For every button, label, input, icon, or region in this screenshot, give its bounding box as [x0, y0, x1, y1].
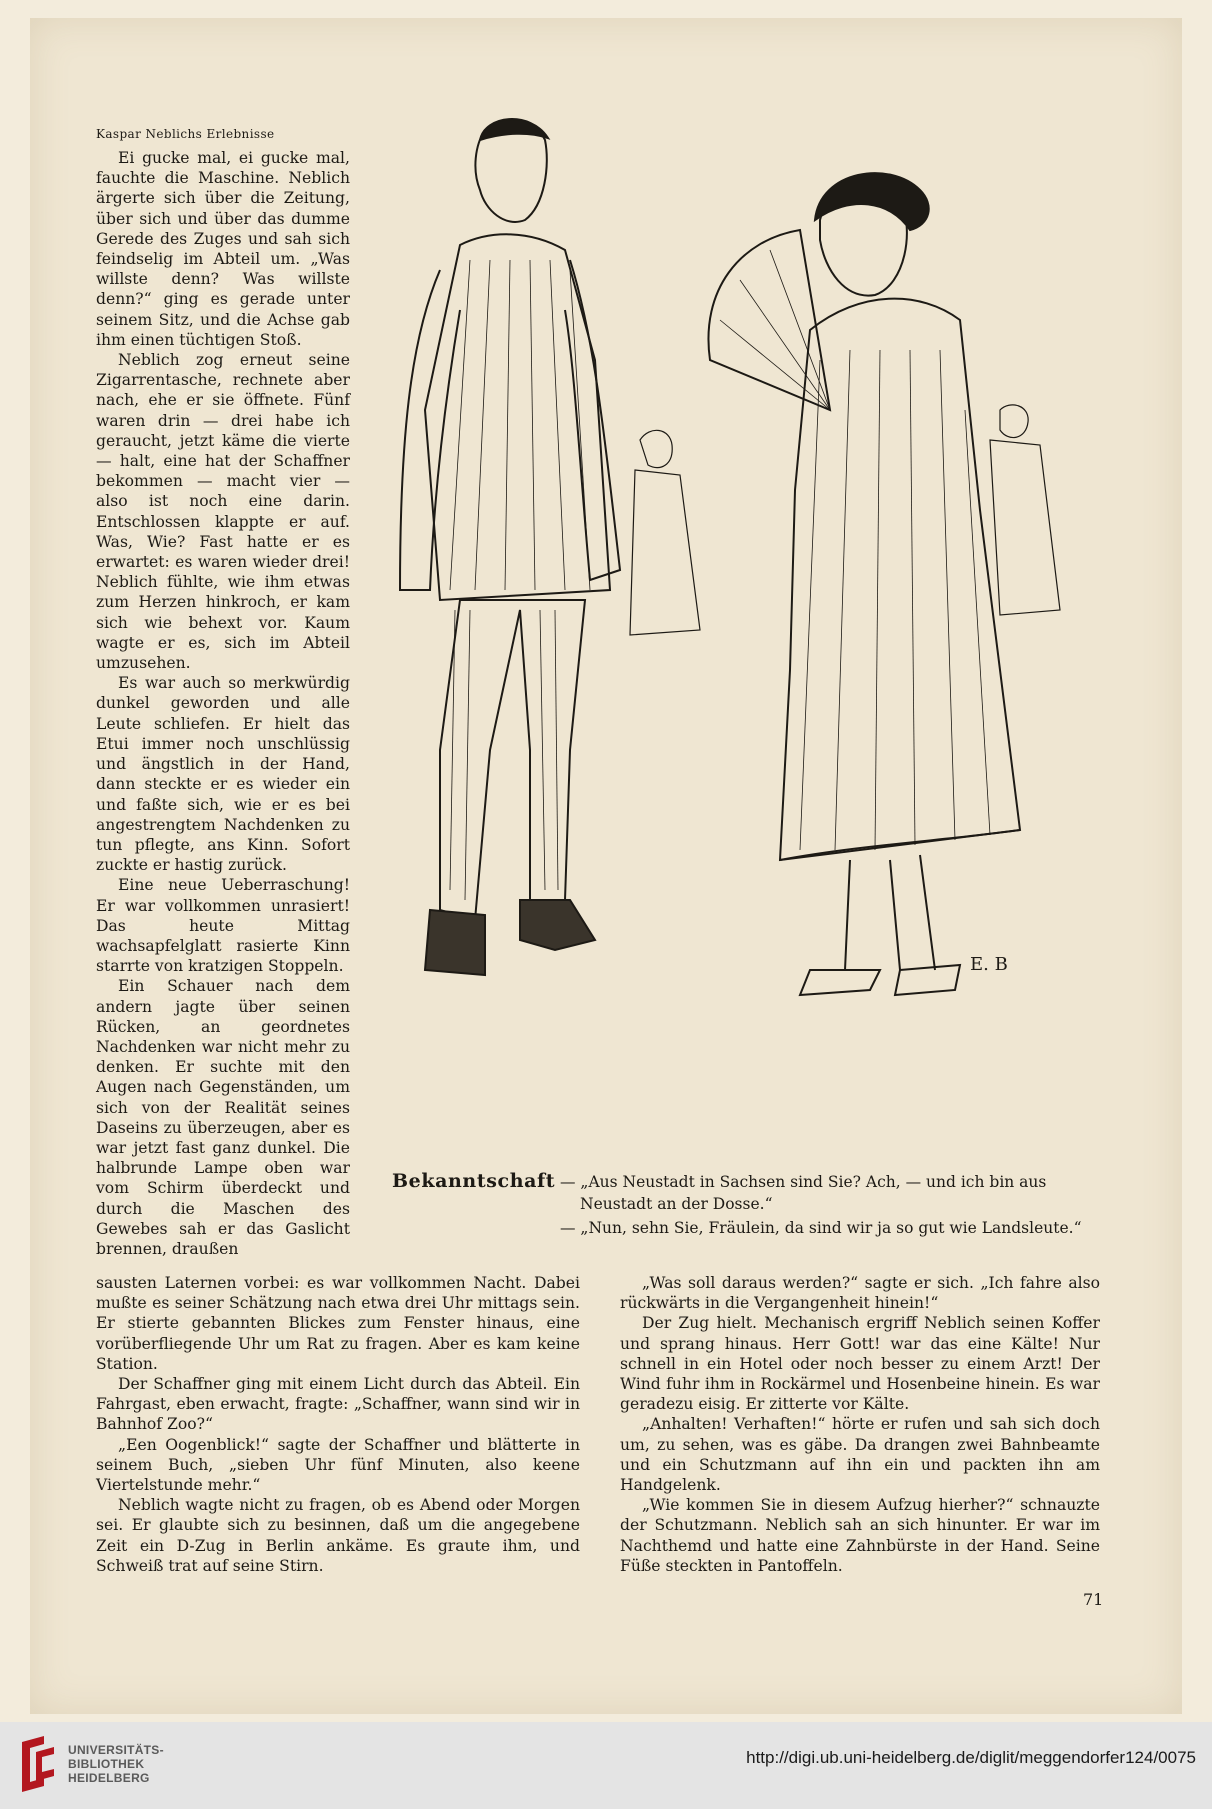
library-name-line-2: BIBLIOTHEK [68, 1757, 145, 1771]
paragraph: Der Schaffner ging mit einem Licht durch das Abteil. Ein Fahrgast, eben erwacht, fragte: „Schaffner, wann sind wir in Bahnhof Zoo?“ [96, 1375, 580, 1434]
library-name-line-1: UNIVERSITÄTS- [68, 1743, 164, 1757]
woman-shoes [800, 965, 960, 995]
paragraph: Neblich wagte nicht zu fragen, ob es Abend oder Morgen sei. Er glaubte sich zu besinnen, daß um die angegebene Zeit ein D-Zug in Berlin ankäme. Es graute ihm, und Schweiß trat auf seine Stirn. [96, 1496, 580, 1575]
illustration [380, 110, 1100, 1170]
page-number: 71 [1083, 1590, 1104, 1609]
paragraph: „Was soll daraus werden?“ sagte er sich. „Ich fahre also rückwärts in die Vergangenheit hinein!“ [620, 1274, 1100, 1313]
paragraph: Eine neue Ueberraschung! Er war vollkommen unrasiert! Das heute Mittag wachsapfelglatt rasierte Kinn starrte von kratzigen Stoppeln. [96, 876, 350, 976]
bottom-right-column-text [620, 1273, 1100, 1576]
paragraph: Der Zug hielt. Mechanisch ergriff Neblich seinen Koffer und sprang hinaus. Herr Gott! war das eine Kälte! Nur schnell in ein Hotel oder noch besser zu einem Arzt! Der Wind fuhr ihm in Rockärmel und Hosenbeine hinein. Es war geradezu eisig. Er zitterte vor Kälte. [620, 1314, 1100, 1414]
caption-line-2: Neustadt an der Dosse.“ [580, 1195, 773, 1213]
library-name-line-3: HEIDELBERG [68, 1771, 150, 1785]
woman-hair [815, 173, 929, 230]
background-figure-1 [630, 430, 700, 635]
man-right-shoe [520, 900, 595, 950]
left-column-text [96, 148, 350, 1259]
background-figure-2 [990, 405, 1060, 615]
paragraph: Ein Schauer nach dem andern jagte über seinen Rücken, an geordnetes Nachdenken war nicht mehr zu denken. Er suchte mit den Augen nach Gegenständen, um sich von der Realität seines Daseins zu überzeugen, aber es war jetzt fast ganz dunkel. Die halbrunde Lampe oben war vom Schirm überdeckt und durch die Maschen des Gewebes sah er das Gaslicht brennen, draußen [96, 977, 350, 1258]
man-left-arm [400, 270, 460, 590]
illustration-drawing [380, 110, 1100, 1170]
man-legs [440, 600, 585, 920]
paragraph: „Een Oogenblick!“ sagte der Schaffner und blätterte in seinem Buch, „sieben Uhr fünf Minuten, also keene Viertelstunde mehr.“ [96, 1435, 580, 1495]
bottom-left-column-text [96, 1273, 580, 1576]
man-left-shoe [425, 910, 485, 975]
library-name [68, 1743, 164, 1785]
library-logo-icon [14, 1732, 60, 1798]
paragraph: Neblich zog erneut seine Zigarrentasche, rechnete aber nach, ehe er sie öffnete. Fünf waren drin — drei habe ich geraucht, jetzt käme die vierte — halt, eine hat der Schaffner bekommen — macht vier — also ist noch eine darin. Entschlossen klappte er auf. Was, Wie? Fast hatte er es erwartet: es waren wieder drei! Neblich fühlte, wie ihm etwas zum Herzen hinkroch, er kam sich wie behext vor. Kaum wagte er es, sich im Abteil umzusehen. [96, 351, 350, 673]
caption-line-3: — „Nun, sehn Sie, Fräulein, da sind wir ja so gut wie Landsleute.“ [560, 1219, 1082, 1237]
woman-dress [780, 299, 1020, 860]
caption-line-1: — „Aus Neustadt in Sachsen sind Sie? Ach, — und ich bin aus [560, 1173, 1047, 1191]
paragraph: Ei gucke mal, ei gucke mal, fauchte die Maschine. Neblich ärgerte sich über die Zeitung, über sich und über das dumme Gerede des Zuges und sah sich feindselig im Abteil um. „Was willste denn? Was willste denn?“ ging es gerade unter seinem Sitz, und die Achse gab ihm einen tüchtigen Stoß. [96, 149, 350, 349]
artist-signature: E. B [970, 954, 1008, 975]
source-url-link[interactable]: http://digi.ub.uni-heidelberg.de/diglit/meggendorfer124/0075 [746, 1748, 1196, 1767]
running-head: Kaspar Neblichs Erlebnisse [96, 127, 275, 141]
paragraph: „Anhalten! Verhaften!“ hörte er rufen und sah sich doch um, zu sehen, was es gäbe. Da drangen zwei Bahnbeamte und ein Schutzmann auf ihn ein und packten ihn am Handgelenk. [620, 1415, 1100, 1495]
footer-bar [0, 1722, 1212, 1809]
paragraph: sausten Laternen vorbei: es war vollkommen Nacht. Dabei mußte es seiner Schätzung nach etwa drei Uhr mittags sein. Er stierte gebannten Blickes zum Fenster hinaus, eine vorüberfliegende Uhr um Rat zu fragen. Aber es kam keine Station. [96, 1274, 580, 1373]
woman-legs [845, 855, 935, 970]
paragraph: „Wie kommen Sie in diesem Aufzug hierher?“ schnauzte der Schutzmann. Neblich sah an sich hinunter. Er war im Nachthemd und hatte eine Zahnbürste in der Hand. Seine Füße steckten in Pantoffeln. [620, 1496, 1100, 1575]
man-hair [480, 119, 548, 140]
man-right-arm [565, 260, 620, 580]
caption-title: Bekanntschaft [392, 1170, 556, 1192]
paragraph: Es war auch so merkwürdig dunkel geworden und alle Leute schliefen. Er hielt das Etui immer noch unschlüssig und ängstlich in der Hand, dann steckte er es wieder ein und faßte sich, wie er es bei angestrengtem Nachdenken zu tun pflegte, ans Kinn. Sofort zuckte er hastig zurück. [96, 674, 350, 875]
